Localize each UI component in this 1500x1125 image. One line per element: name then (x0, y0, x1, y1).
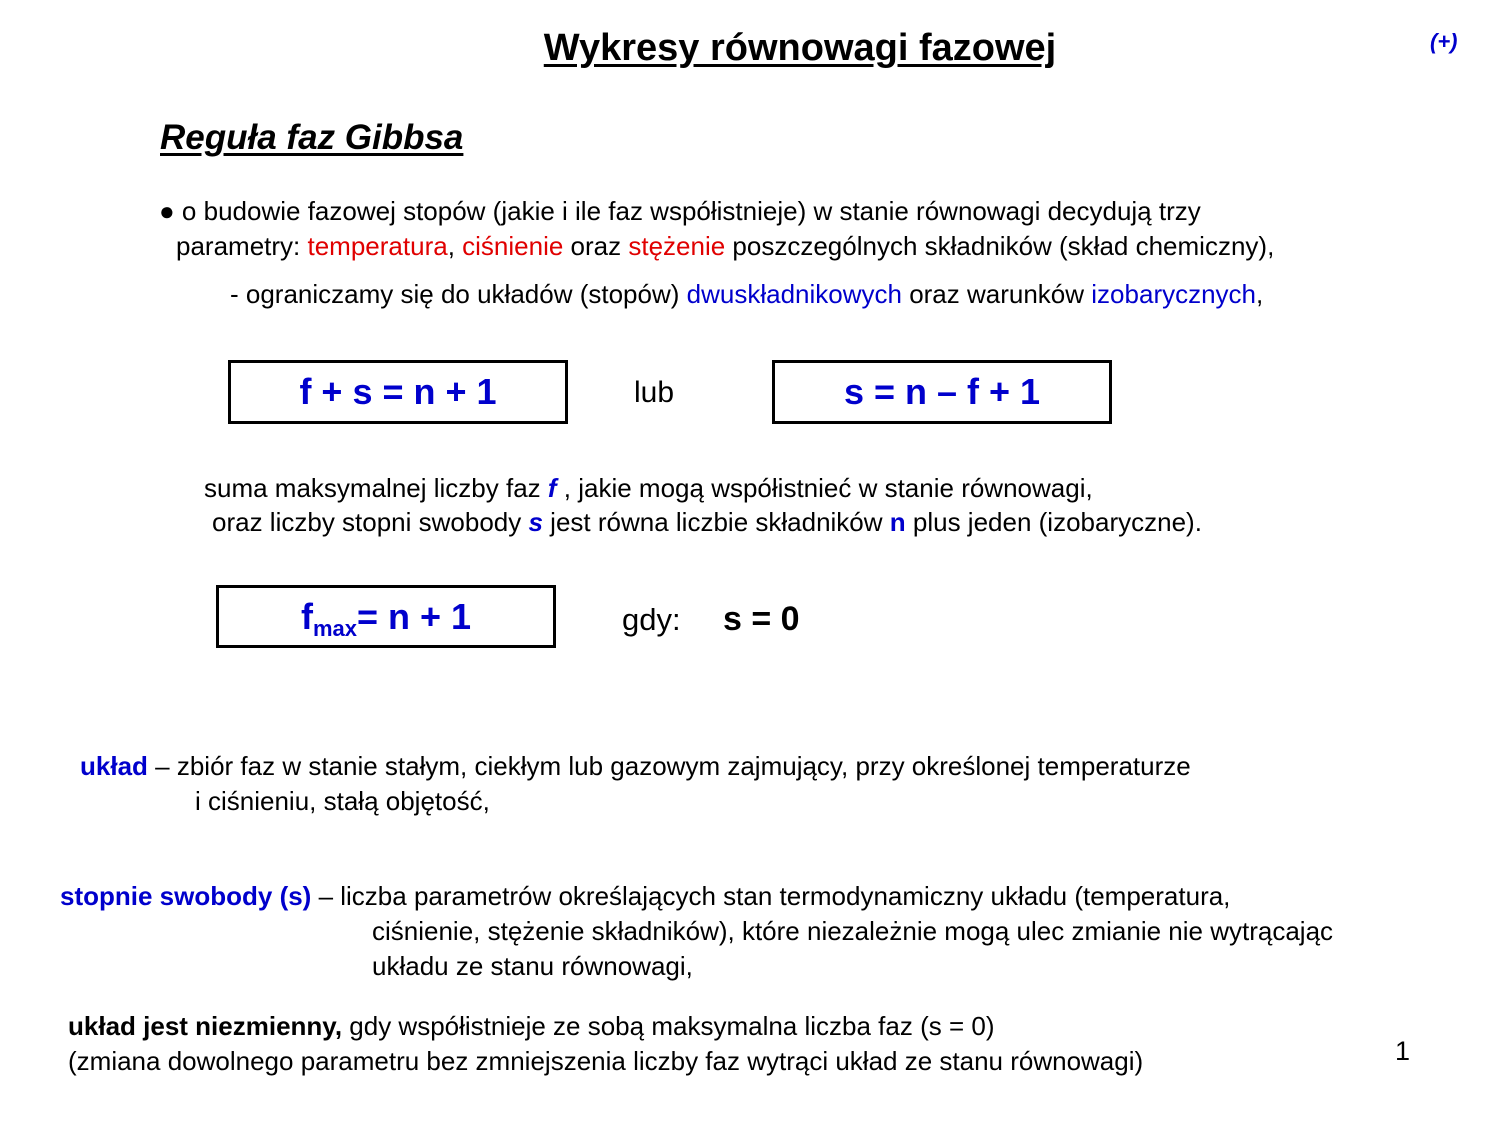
symbol-f: f (547, 473, 557, 503)
plus-mark: (+) (1430, 29, 1458, 54)
text-span: , (447, 231, 463, 261)
section-subtitle: Reguła faz Gibbsa (160, 118, 464, 157)
term-stopnie-swobody: stopnie swobody (s) (60, 881, 312, 911)
uklad-def-line-2: i ciśnieniu, stałą objętość, (195, 786, 490, 816)
page-title: Wykresy równowagi fazowej (543, 27, 1057, 69)
symbol-n: n (889, 507, 906, 537)
formula-box-1: f + s = n + 1 (228, 360, 568, 424)
bullet-line-3 (230, 277, 1263, 312)
niezmienny-line-2: (zmiana dowolnego parametru bez zmniejszenia liczby faz wytrąci układ ze stanu równowagi) (68, 1046, 1144, 1076)
text-span: - ograniczamy się do układów (stopów) (230, 279, 687, 309)
s-zero-formula: s = 0 (723, 600, 800, 638)
text-span: gdy współistnieje ze sobą maksymalna liczba faz (s = 0) (342, 1011, 995, 1041)
keyword-binary: dwuskładnikowych (686, 279, 902, 309)
text-span: – zbiór faz w stanie stałym, ciekłym lub gazowym zajmujący, przy określonej temperaturze (147, 751, 1191, 781)
term-niezmienny: układ jest niezmienny, (68, 1011, 343, 1041)
uklad-def-line-1 (80, 749, 1191, 784)
page-number: 1 (1395, 1036, 1411, 1066)
text-span: jest równa liczbie składników (542, 507, 890, 537)
text-span: – liczba parametrów określających stan termodynamiczny układu (temperatura, (311, 881, 1231, 911)
lub-label: lub (634, 376, 675, 409)
term-uklad: układ (80, 751, 148, 781)
stopnie-def-line-3: układu ze stanu równowagi, (372, 951, 693, 981)
text-span: poszczególnych składników (skład chemiczny), (725, 231, 1275, 261)
text-span: plus jeden (izobaryczne). (905, 507, 1202, 537)
keyword-temperature: temperatura (307, 231, 448, 261)
keyword-concentration: stężenie (628, 231, 726, 261)
text-span: oraz warunków (901, 279, 1092, 309)
niezmienny-line-1 (68, 1009, 995, 1044)
text-span: oraz liczby stopni swobody (212, 507, 529, 537)
formula-box-3 (216, 585, 556, 648)
text-span: , jakie mogą współistnieć w stanie równowagi, (556, 473, 1093, 503)
explain-line-1 (204, 471, 1093, 506)
text-span: suma maksymalnej liczby faz (204, 473, 548, 503)
formula-rest: = n + 1 (356, 595, 472, 637)
stopnie-def-line-2: ciśnienie, stężenie składników), które niezależnie mogą ulec zmianie nie wytrącając (372, 916, 1334, 946)
formula-f: f (300, 595, 313, 637)
symbol-s: s (528, 507, 543, 537)
bullet-line-1: ● o budowie fazowej stopów (jakie i ile faz współistnieje) w stanie równowagi decydują trzy (159, 196, 1201, 226)
bullet-line-2 (176, 229, 1274, 264)
stopnie-def-line-1 (60, 879, 1230, 914)
keyword-isobaric: izobarycznych (1091, 279, 1257, 309)
gdy-label: gdy: (622, 602, 681, 637)
formula-box-2: s = n – f + 1 (772, 360, 1112, 424)
explain-line-2 (212, 505, 1202, 540)
keyword-pressure: ciśnienie (462, 231, 564, 261)
text-span: parametry: (176, 231, 308, 261)
formula-subscript: max (312, 615, 357, 641)
text-span: oraz (563, 231, 629, 261)
text-span: , (1256, 279, 1264, 309)
